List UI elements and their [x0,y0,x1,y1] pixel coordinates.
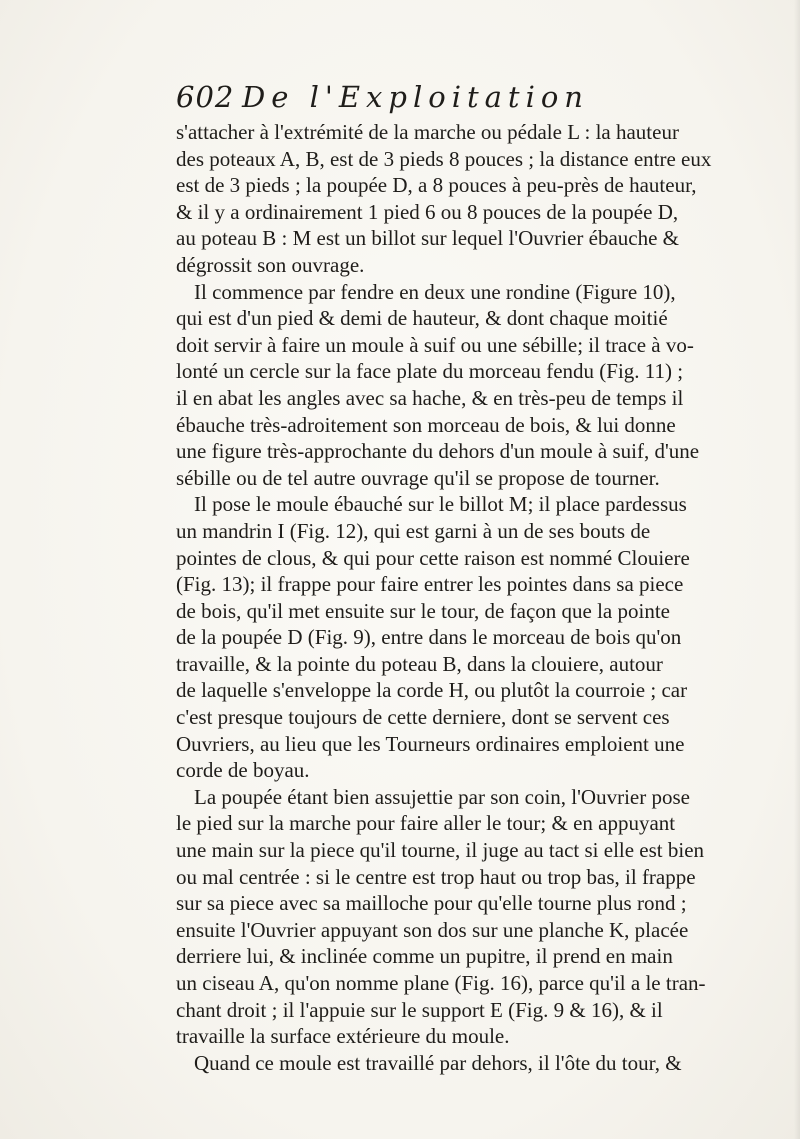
text-line: corde de boyau. [176,758,310,783]
text-line: chant droit ; il l'appuie sur le support E (Fig. 9 & 16), & il [176,997,663,1022]
body-text [176,119,726,1076]
text-line: sur sa piece avec sa mailloche pour qu'elle tourne plus rond ; [176,891,687,916]
text-line: des poteaux A, B, est de 3 pieds 8 pouces ; la distance entre eux [176,146,712,171]
text-line: de laquelle s'enveloppe la corde H, ou plutôt la courroie ; car [176,678,688,703]
text-line: un ciseau A, qu'on nomme plane (Fig. 16), parce qu'il a le tran- [176,971,706,995]
text-line: travaille, & la pointe du poteau B, dans la clouiere, autour [176,651,663,676]
text-line: pointes de clous, & qui pour cette raison est nommé Clouiere [176,545,690,570]
running-title: De l'Exploitation [242,80,589,114]
text-line: le pied sur la marche pour faire aller le tour; & en appuyant [176,811,676,836]
text-line: & il y a ordinairement 1 pied 6 ou 8 pouces de la poupée D, [176,199,679,224]
text-line: un mandrin I (Fig. 12), qui est garni à un de ses bouts de [176,518,651,543]
text-line: sébille ou de tel autre ouvrage qu'il se propose de tourner. [176,465,660,490]
text-line: Il commence par fendre en deux une rondine (Figure 10), [194,279,676,304]
text-line: une figure très-approchante du dehors d'un moule à suif, d'une [176,439,700,464]
page-edge-shadow [794,0,800,1139]
text-line: doit servir à faire un moule à suif ou une sébille; il trace à vo- [176,332,694,357]
text-line: c'est presque toujours de cette derniere, dont se servent ces [176,705,670,730]
text-line: lonté un cercle sur la face plate du morceau fendu (Fig. 11) ; [176,359,684,384]
text-line: dégrossit son ouvrage. [176,252,365,277]
text-line: il en abat les angles avec sa hache, & en très-peu de temps il [176,385,684,410]
text-line: une main sur la piece qu'il tourne, il juge au tact si elle est bien [176,838,705,863]
text-line: ou mal centrée : si le centre est trop haut ou trop bas, il frappe [176,864,696,889]
text-line: (Fig. 13); il frappe pour faire entrer les pointes dans sa piece [176,572,684,597]
text-line: est de 3 pieds ; la poupée D, a 8 pouces à peu-près de hauteur, [176,173,697,198]
text-line: Quand ce moule est travaillé par dehors, il l'ôte du tour, & [194,1050,682,1075]
text-line: s'attacher à l'extrémité de la marche ou pédale L : la hauteur [176,120,679,144]
page-header [176,80,736,120]
text-line: derriere lui, & inclinée comme un pupitre, il prend en main [176,944,673,969]
text-line: qui est d'un pied & demi de hauteur, & dont chaque moitié [176,306,668,331]
text-line: ébauche très-adroitement son morceau de bois, & lui donne [176,412,676,437]
text-line: au poteau B : M est un billot sur lequel l'Ouvrier ébauche & [176,226,679,251]
text-line: ensuite l'Ouvrier appuyant son dos sur une planche K, placée [176,917,689,942]
text-line: de bois, qu'il met ensuite sur le tour, de façon que la pointe [176,598,670,623]
text-line: Ouvriers, au lieu que les Tourneurs ordinaires emploient une [176,731,685,756]
page-number: 602 [176,80,235,114]
text-line: de la poupée D (Fig. 9), entre dans le morceau de bois qu'on [176,625,682,650]
text-line: Il pose le moule ébauché sur le billot M; il place pardessus [194,492,687,517]
text-line: La poupée étant bien assujettie par son coin, l'Ouvrier pose [194,784,690,809]
text-line: travaille la surface extérieure du moule. [176,1024,510,1049]
